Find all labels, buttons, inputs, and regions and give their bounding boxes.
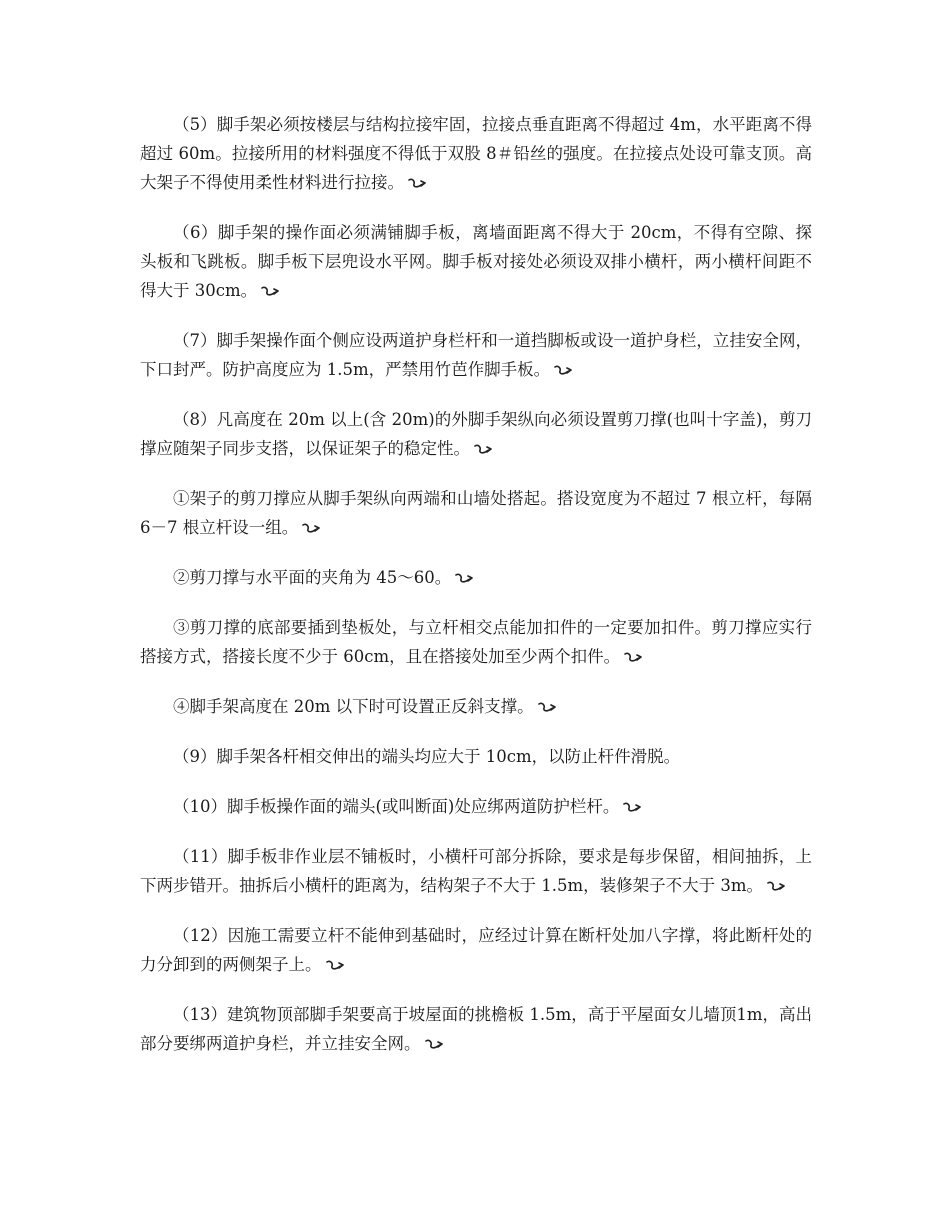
- paragraph-8: [140, 405, 812, 463]
- paragraph-text: ①架子的剪刀撑应从脚手架纵向两端和山墙处搭起。搭设宽度为不超过 7 根立杆，每隔 6－7 根立杆设一组。: [140, 489, 812, 537]
- paragraph-return-mark-icon: [326, 959, 344, 971]
- paragraph-return-mark-icon: [408, 177, 426, 189]
- paragraph-8-4: [140, 692, 812, 721]
- paragraph-10: [140, 792, 812, 821]
- paragraph-return-mark-icon: [623, 801, 641, 813]
- paragraph-8-1: [140, 484, 812, 542]
- paragraph-9: [140, 742, 812, 771]
- paragraph-text: ④脚手架高度在 20m 以下时可设置正反斜支撑。: [173, 697, 534, 716]
- paragraph-text: （6）脚手架的操作面必须满铺脚手板，离墙面距离不得大于 20cm，不得有空隙、探头板和飞跳板。脚手板下层兜设水平网。脚手板对接处必须设双排小横杆，两小横杆间距不得大于 30cm。: [140, 223, 812, 300]
- paragraph-text: ③剪刀撑的底部要插到垫板处，与立杆相交点能加扣件的一定要加扣件。剪刀撑应实行搭接方式，搭接长度不少于 60cm，且在搭接处加至少两个扣件。: [140, 618, 812, 666]
- paragraph-7: [140, 326, 812, 384]
- paragraph-5: [140, 110, 812, 197]
- paragraph-8-2: [140, 563, 812, 592]
- paragraph-text: （11）脚手板非作业层不铺板时，小横杆可部分拆除，要求是每步保留，相间抽拆，上下两步错开。抽拆后小横杆的距离为，结构架子不大于 1.5m，装修架子不大于 3m。: [140, 847, 812, 895]
- paragraph-11: [140, 842, 812, 900]
- paragraph-8-3: [140, 613, 812, 671]
- paragraph-return-mark-icon: [554, 364, 572, 376]
- paragraph-text: （9）脚手架各杆相交伸出的端头均应大于 10cm，以防止杆件滑脱。: [173, 747, 681, 766]
- paragraph-return-mark-icon: [455, 572, 473, 584]
- paragraph-return-mark-icon: [302, 522, 320, 534]
- paragraph-text: （10）脚手板操作面的端头(或叫断面)处应绑两道防护栏杆。: [173, 797, 620, 816]
- document-body: [140, 110, 812, 1079]
- paragraph-text: （7）脚手架操作面个侧应设两道护身栏杆和一道挡脚板或设一道护身栏，立挂安全网，下口封严。防护高度应为 1.5m，严禁用竹芭作脚手板。: [140, 331, 812, 379]
- paragraph-text: （12）因施工需要立杆不能伸到基础时，应经过计算在断杆处加八字撑，将此断杆处的力分卸到的两侧架子上。: [140, 926, 812, 974]
- paragraph-return-mark-icon: [624, 651, 642, 663]
- paragraph-13: [140, 1000, 812, 1058]
- paragraph-return-mark-icon: [474, 443, 492, 455]
- paragraph-12: [140, 921, 812, 979]
- paragraph-return-mark-icon: [767, 880, 785, 892]
- paragraph-text: ②剪刀撑与水平面的夹角为 45～60。: [173, 568, 452, 587]
- paragraph-text: （8）凡高度在 20m 以上(含 20m)的外脚手架纵向必须设置剪刀撑(也叫十字盖)，剪刀撑应随架子同步支搭，以保证架子的稳定性。: [140, 410, 812, 458]
- paragraph-return-mark-icon: [261, 285, 279, 297]
- paragraph-return-mark-icon: [425, 1038, 443, 1050]
- paragraph-6: [140, 218, 812, 305]
- paragraph-return-mark-icon: [538, 701, 556, 713]
- paragraph-text: （5）脚手架必须按楼层与结构拉接牢固，拉接点垂直距离不得超过 4m，水平距离不得超过 60m。拉接所用的材料强度不得低于双股 8＃铅丝的强度。在拉接点处设可靠支顶。高大架子不得使用柔性材料进行拉接。: [140, 115, 812, 192]
- paragraph-text: （13）建筑物顶部脚手架要高于坡屋面的挑檐板 1.5m，高于平屋面女儿墙顶1m，高出部分要绑两道护身栏，并立挂安全网。: [140, 1005, 812, 1053]
